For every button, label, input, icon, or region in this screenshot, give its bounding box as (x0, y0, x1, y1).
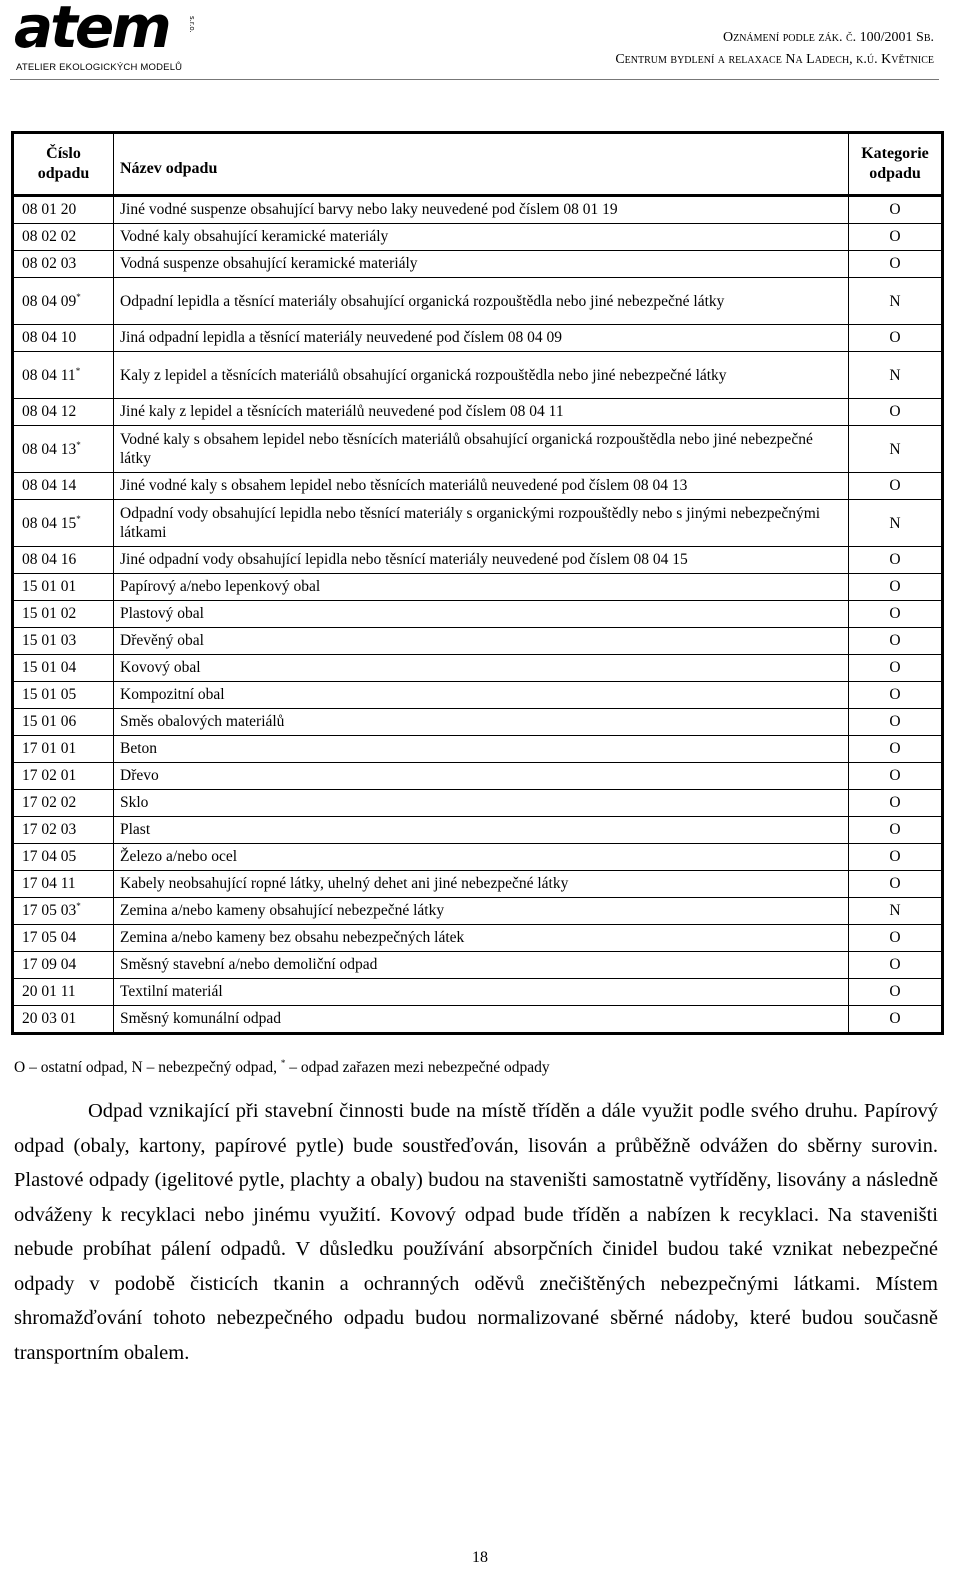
waste-code-cell (13, 601, 114, 628)
waste-code: 08 04 13 (22, 440, 77, 458)
waste-name: Kaly z lepidel a těsnících materiálů obsahující organická rozpouštědla nebo jiné nebezpečné látky (114, 352, 849, 399)
waste-code-cell (13, 844, 114, 871)
company-logo (12, 0, 196, 74)
hazard-star: * (76, 439, 81, 450)
waste-name: Vodná suspenze obsahující keramické materiály (114, 251, 849, 278)
table-row (13, 871, 943, 898)
waste-code: 20 01 11 (22, 983, 76, 1000)
waste-name: Směsný stavební a/nebo demoliční odpad (114, 952, 849, 979)
table-header-row (13, 133, 943, 196)
waste-name: Sklo (114, 790, 849, 817)
waste-name: Dřevěný obal (114, 628, 849, 655)
table-row (13, 196, 943, 224)
table-row (13, 352, 943, 399)
waste-code-cell (13, 682, 114, 709)
waste-name: Kovový obal (114, 655, 849, 682)
waste-code: 08 02 03 (22, 255, 77, 272)
column-header-category-line-1: Kategorie (861, 145, 929, 162)
legend-part-2: – odpad zařazen mezi nebezpečné odpady (289, 1059, 550, 1076)
waste-code: 08 04 14 (22, 477, 77, 494)
waste-code-cell (13, 736, 114, 763)
waste-code-cell (13, 547, 114, 574)
waste-category: N (849, 500, 943, 547)
table-row (13, 682, 943, 709)
hazard-star: * (75, 365, 81, 376)
waste-code-cell (13, 574, 114, 601)
waste-code: 15 01 01 (22, 578, 77, 595)
waste-code: 08 04 15 (22, 514, 77, 532)
waste-category: N (849, 898, 943, 925)
waste-code-cell (13, 871, 114, 898)
waste-category: O (849, 817, 943, 844)
waste-code: 08 04 09 (22, 292, 77, 310)
table-row (13, 399, 943, 426)
waste-name: Železo a/nebo ocel (114, 844, 849, 871)
waste-name: Odpadní lepidla a těsnící materiály obsahující organická rozpouštědla nebo jiné nebezpečné látky (114, 278, 849, 325)
table-row (13, 628, 943, 655)
waste-name: Vodné kaly s obsahem lepidel nebo těsnících materiálů obsahující organická rozpouštědla nebo jiné nebezpečné látky (114, 426, 849, 473)
waste-code-cell (13, 790, 114, 817)
column-header-code (13, 133, 114, 196)
waste-code-cell (13, 325, 114, 352)
waste-code: 08 04 12 (22, 403, 77, 420)
table-legend (14, 1059, 550, 1077)
waste-name: Zemina a/nebo kameny obsahující nebezpečné látky (114, 898, 849, 925)
waste-code-cell (13, 251, 114, 278)
waste-category: O (849, 736, 943, 763)
table-row (13, 547, 943, 574)
column-header-code-line-2: odpadu (37, 165, 90, 182)
table-row (13, 979, 943, 1006)
table-row (13, 574, 943, 601)
waste-name: Jiná odpadní lepidla a těsnící materiály neuvedené pod číslem 08 04 09 (114, 325, 849, 352)
column-header-category-line-2: odpadu (869, 165, 921, 182)
waste-name: Odpadní vody obsahující lepidla nebo těsnící materiály s organickými rozpouštědly nebo s jinými nebezpečnými látkami (114, 500, 849, 547)
waste-code-cell (13, 709, 114, 736)
table-row (13, 844, 943, 871)
table-row (13, 709, 943, 736)
waste-code-cell (13, 352, 114, 399)
waste-code: 08 04 10 (22, 329, 77, 346)
waste-code: 15 01 06 (22, 713, 77, 730)
waste-code: 17 01 01 (22, 740, 77, 757)
column-header-code-line-1: Číslo (46, 145, 81, 162)
waste-category: O (849, 682, 943, 709)
waste-name: Textilní materiál (114, 979, 849, 1006)
table-row (13, 952, 943, 979)
header-title-block (615, 27, 934, 71)
waste-code-cell (13, 473, 114, 500)
waste-name: Papírový a/nebo lepenkový obal (114, 574, 849, 601)
waste-category: N (849, 426, 943, 473)
waste-code: 17 09 04 (22, 956, 77, 973)
table-row (13, 473, 943, 500)
waste-name: Beton (114, 736, 849, 763)
waste-category: O (849, 399, 943, 426)
table-row (13, 655, 943, 682)
header-title-line-1: Oznámení podle zák. č. 100/2001 Sb. (722, 30, 934, 45)
waste-code-cell (13, 952, 114, 979)
waste-category: O (849, 574, 943, 601)
waste-category: O (849, 325, 943, 352)
waste-code: 08 01 20 (22, 201, 77, 218)
waste-name: Směs obalových materiálů (114, 709, 849, 736)
waste-code-cell (13, 925, 114, 952)
waste-code: 17 04 05 (22, 848, 77, 865)
waste-code: 15 01 04 (22, 659, 77, 676)
waste-category: O (849, 224, 943, 251)
waste-category: O (849, 790, 943, 817)
waste-name: Jiné kaly z lepidel a těsnících materiálů neuvedené pod číslem 08 04 11 (114, 399, 849, 426)
waste-code-cell (13, 763, 114, 790)
table-row (13, 790, 943, 817)
waste-category: O (849, 196, 943, 224)
waste-code: 17 05 03 (22, 902, 77, 919)
hazard-star: * (76, 291, 81, 302)
waste-category: O (849, 547, 943, 574)
waste-category: N (849, 278, 943, 325)
table-row (13, 925, 943, 952)
waste-category: O (849, 952, 943, 979)
waste-code: 17 02 03 (22, 821, 77, 838)
logo-subtitle: ATELIER EKOLOGICKÝCH MODELŮ (16, 62, 183, 73)
waste-code: 15 01 03 (22, 632, 77, 649)
table-row (13, 817, 943, 844)
waste-category: O (849, 473, 943, 500)
waste-code-cell (13, 399, 114, 426)
waste-category: O (849, 925, 943, 952)
table-row (13, 736, 943, 763)
waste-name: Plast (114, 817, 849, 844)
table-row (13, 500, 943, 547)
waste-code: 08 02 02 (22, 228, 77, 245)
table-row (13, 763, 943, 790)
waste-code-cell (13, 224, 114, 251)
waste-code: 17 04 11 (22, 875, 76, 892)
waste-code: 17 05 04 (22, 929, 77, 946)
waste-name: Kompozitní obal (114, 682, 849, 709)
waste-code: 15 01 05 (22, 686, 77, 703)
column-header-category (849, 133, 943, 196)
waste-category: N (849, 352, 943, 399)
waste-code-cell (13, 898, 114, 925)
header-title-line-2: Centrum bydlení a relaxace Na Ladech, k.ú. Květnice (615, 52, 934, 67)
waste-code-cell (13, 278, 114, 325)
page-number: 18 (472, 1549, 488, 1566)
waste-name: Plastový obal (114, 601, 849, 628)
waste-code: 08 04 16 (22, 551, 77, 568)
waste-table (11, 131, 944, 1035)
waste-category: O (849, 601, 943, 628)
table-row (13, 251, 943, 278)
waste-name: Dřevo (114, 763, 849, 790)
waste-code-cell (13, 817, 114, 844)
waste-category: O (849, 763, 943, 790)
waste-code-cell (13, 500, 114, 547)
waste-code: 17 02 01 (22, 767, 77, 784)
table-row (13, 601, 943, 628)
waste-name: Jiné vodné kaly s obsahem lepidel nebo těsnících materiálů neuvedené pod číslem 08 04 13 (114, 473, 849, 500)
waste-name: Směsný komunální odpad (114, 1006, 849, 1034)
logo-sro: s.r.o. (188, 16, 196, 33)
waste-code-cell (13, 196, 114, 224)
waste-name: Jiné odpadní vody obsahující lepidla nebo těsnící materiály neuvedené pod číslem 08 04 15 (114, 547, 849, 574)
table-row (13, 426, 943, 473)
column-header-name: Název odpadu (114, 133, 849, 196)
waste-category: O (849, 844, 943, 871)
page-header (0, 0, 960, 80)
table-row (13, 278, 943, 325)
hazard-star: * (76, 513, 81, 524)
table-row (13, 898, 943, 925)
waste-category: O (849, 1006, 943, 1034)
body-paragraph: Odpad vznikající při stavební činnosti bude na místě tříděn a dále využit podle svého druhu. Papírový odpad (obaly, kartony, papírové pytle) bude soustřeďován, lisován a průběžně odvážen do sběrny surovin. Plastové odpady (igelitové pytle, plachty a obaly) budou na staveništi samostatně vytříděny, lisovány a následně odváženy k recyklaci nebo jinému využití. Kovový odpad bude tříděn a nabízen k recyklaci. Na staveništi nebude probíhat pálení odpadů. V důsledku používání absorpčních činidel budou také vznikat nebezpečné odpady v podobě čisticích tkanin a ochranných oděvů znečištěných nebezpečnými látkami. Místem shromažďování tohoto nebezpečného odpadu budou normalizované sběrné nádoby, které budou současně transportním obalem. (14, 1100, 938, 1364)
waste-code-cell (13, 979, 114, 1006)
hazard-star: * (76, 900, 81, 911)
waste-code-cell (13, 628, 114, 655)
waste-code: 08 04 11 (22, 366, 76, 384)
waste-code-cell (13, 655, 114, 682)
waste-category: O (849, 251, 943, 278)
header-rule (10, 79, 939, 80)
logo-wordmark: atem (14, 0, 169, 61)
waste-category: O (849, 979, 943, 1006)
waste-name: Jiné vodné suspenze obsahující barvy nebo laky neuvedené pod číslem 08 01 19 (114, 196, 849, 224)
waste-category: O (849, 709, 943, 736)
legend-star: * (280, 1057, 286, 1068)
waste-code-cell (13, 426, 114, 473)
waste-category: O (849, 871, 943, 898)
waste-name: Zemina a/nebo kameny bez obsahu nebezpečných látek (114, 925, 849, 952)
table-row (13, 224, 943, 251)
waste-table-body (13, 196, 943, 1034)
waste-name: Vodné kaly obsahující keramické materiály (114, 224, 849, 251)
table-row (13, 1006, 943, 1034)
legend-part-1: O – ostatní odpad, N – nebezpečný odpad, (14, 1059, 278, 1076)
waste-category: O (849, 655, 943, 682)
waste-code-cell (13, 1006, 114, 1034)
waste-name: Kabely neobsahující ropné látky, uhelný dehet ani jiné nebezpečné látky (114, 871, 849, 898)
waste-code: 20 03 01 (22, 1010, 77, 1027)
waste-code: 15 01 02 (22, 605, 77, 622)
waste-category: O (849, 628, 943, 655)
waste-code: 17 02 02 (22, 794, 77, 811)
table-row (13, 325, 943, 352)
